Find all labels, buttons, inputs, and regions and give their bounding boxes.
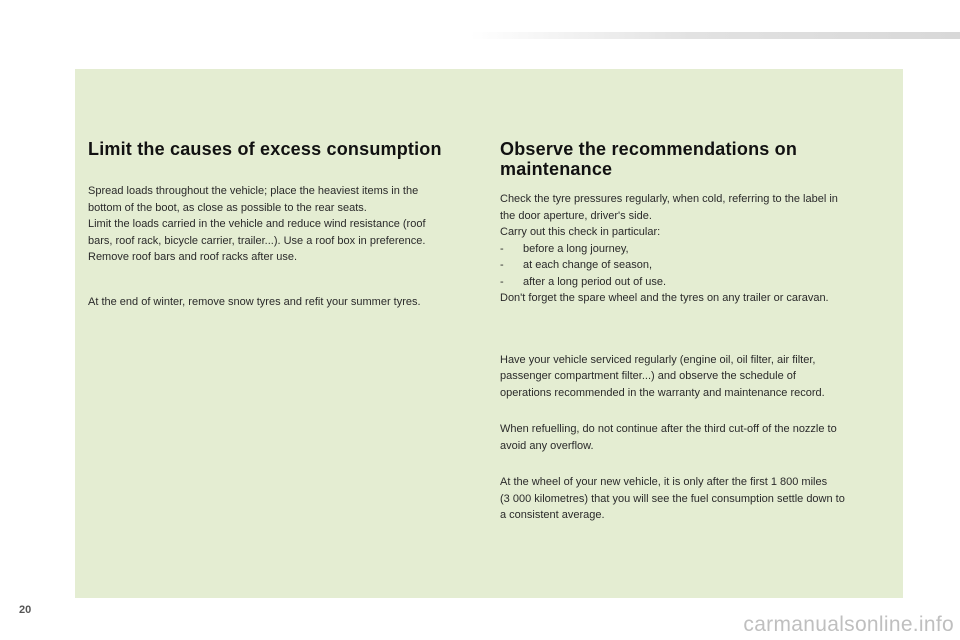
watermark: carmanualsonline.info <box>743 613 954 636</box>
heading-line: Observe the recommendations on <box>500 139 798 159</box>
text-line: Spread loads throughout the vehicle; place the heaviest items in the <box>88 185 419 197</box>
list-item-text: at each change of season, <box>523 259 653 271</box>
text-line: When refuelling, do not continue after the third cut-off of the nozzle to <box>500 423 837 435</box>
bullet-marker: - <box>500 259 504 271</box>
left-paragraph-tyres: At the end of winter, remove snow tyres and refit your summer tyres. <box>88 295 421 308</box>
right-paragraph-new-vehicle <box>500 474 895 524</box>
left-heading: Limit the causes of excess consumption <box>88 139 442 159</box>
list-item <box>500 241 895 258</box>
text-line: Have your vehicle serviced regularly (engine oil, oil filter, air filter, <box>500 353 816 366</box>
content-panel <box>75 69 903 598</box>
text-line: bars, roof rack, bicycle carrier, trailer...). Use a roof box in preference. <box>88 234 426 247</box>
right-paragraph-tyre-pressure <box>500 191 895 307</box>
text-line: At the wheel of your new vehicle, it is only after the first 1 800 miles <box>500 476 828 488</box>
text-line: passenger compartment filter...) and observe the schedule of <box>500 370 796 382</box>
right-heading <box>500 139 895 179</box>
right-column <box>500 139 895 524</box>
heading-line: maintenance <box>500 159 613 179</box>
page-number: 20 <box>19 604 32 616</box>
text-line: Don't forget the spare wheel and the tyres on any trailer or caravan. <box>500 292 829 304</box>
text-line: Limit the loads carried in the vehicle and reduce wind resistance (roof <box>88 218 426 230</box>
list-item-text: after a long period out of use. <box>523 275 667 288</box>
top-decorative-rule <box>470 32 960 39</box>
text-line: (3 000 kilometres) that you will see the fuel consumption settle down to <box>500 492 845 505</box>
text-line: avoid any overflow. <box>500 439 594 452</box>
text-line: bottom of the boot, as close as possible to the rear seats. <box>88 201 367 214</box>
right-paragraph-servicing <box>500 352 895 402</box>
list-item-text: before a long journey, <box>523 242 629 255</box>
text-line: operations recommended in the warranty and maintenance record. <box>500 386 825 399</box>
list-item <box>500 257 895 274</box>
list-item <box>500 274 895 291</box>
text-line: Check the tyre pressures regularly, when cold, referring to the label in <box>500 193 838 205</box>
right-paragraph-refuelling <box>500 421 895 454</box>
left-paragraph-loads <box>88 183 470 266</box>
text-line: Remove roof bars and roof racks after use. <box>88 251 298 263</box>
text-line: the door aperture, driver's side. <box>500 209 652 222</box>
bullet-marker: - <box>500 275 504 288</box>
bullet-marker: - <box>500 242 504 255</box>
text-line: a consistent average. <box>500 509 605 521</box>
left-column <box>88 139 470 310</box>
text-line: Carry out this check in particular: <box>500 226 661 238</box>
